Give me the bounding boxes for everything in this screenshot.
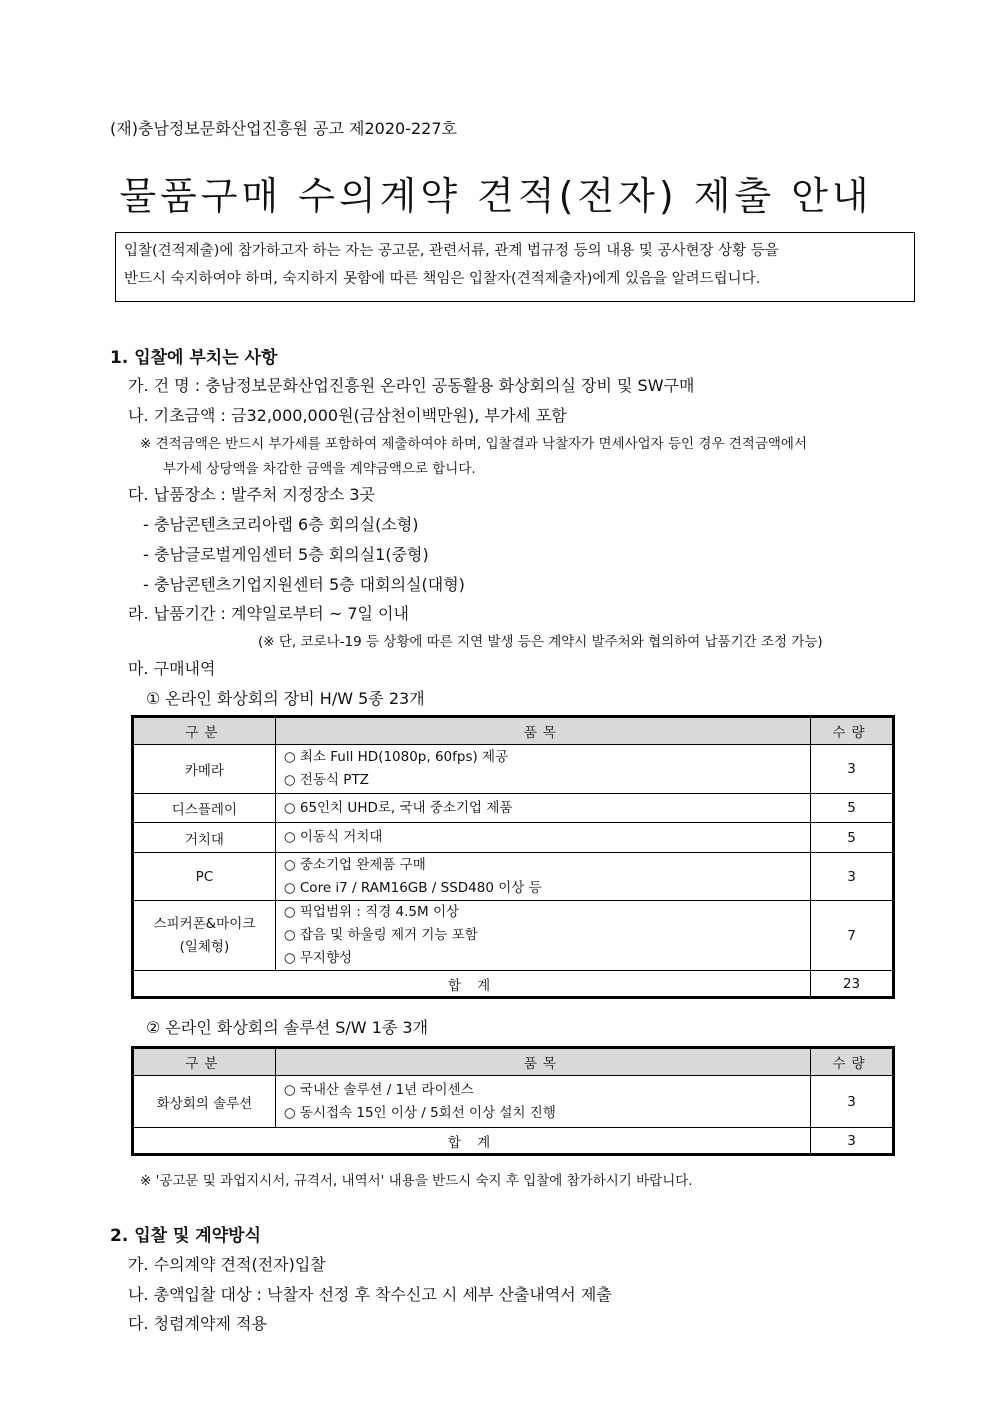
table-row	[134, 853, 893, 901]
total-label: 합 계	[134, 971, 811, 997]
header-items: 품목	[275, 718, 810, 745]
row-qty: 3	[811, 853, 893, 901]
item-ga: 가. 건 명 : 충남정보문화산업진흥원 온라인 공동활용 화상회의실 장비 및 SW구매	[128, 376, 695, 395]
row-qty: 3	[811, 1076, 893, 1128]
notice-number: (재)충남정보문화산업진흥원 공고 제2020-227호	[110, 119, 457, 138]
table-row	[134, 901, 893, 971]
row-item-line: ○ Core i7 / RAM16GB / SSD480 이상 등	[283, 879, 542, 896]
row-item-line: ○ 잡음 및 하울링 제거 기능 포함	[283, 927, 478, 943]
row-item-line: ○ 국내산 솔루션 / 1년 라이센스	[283, 1081, 474, 1098]
row-item-line: ○ 최소 Full HD(1080p, 60fps) 제공	[283, 749, 509, 765]
table-header-row	[134, 1049, 893, 1076]
row-qty: 5	[811, 794, 893, 823]
row-item-line: ○ 동시접속 15인 이상 / 5회선 이상 설치 진행	[283, 1104, 556, 1121]
table-total-row	[134, 971, 893, 997]
row-item-line: ○ 이동식 거치대	[283, 829, 383, 845]
row-category: 디스플레이	[134, 794, 276, 823]
section1-heading: 1. 입찰에 부치는 사항	[110, 348, 278, 368]
section2-item-da: 다. 청렴계약제 적용	[128, 1314, 267, 1333]
header-items: 품목	[275, 1049, 810, 1076]
header-category: 구분	[134, 718, 276, 745]
row-category: 화상회의 솔루션	[134, 1076, 276, 1128]
table-row	[134, 794, 893, 823]
subsection-sw: ② 온라인 화상회의 솔루션 S/W 1종 3개	[146, 1018, 429, 1037]
intro-line-2: 반드시 숙지하여야 하며, 숙지하지 못함에 따른 책임은 입찰자(견적제출자)에게 있음을 알려드립니다.	[124, 271, 761, 287]
header-qty: 수량	[811, 718, 893, 745]
total-qty: 23	[811, 971, 893, 997]
intro-line-1: 입찰(견적제출)에 참가하고자 하는 자는 공고문, 관련서류, 관계 법규정 등의 내용 및 공사현장 상황 등을	[124, 243, 779, 259]
intro-notice-box	[115, 232, 915, 302]
table-row	[134, 745, 893, 794]
place-3: - 충남콘텐츠기업지원센터 5층 대회의실(대형)	[143, 575, 465, 594]
row-item-line: ○ 전동식 PTZ	[283, 772, 369, 788]
row-item-line: ○ 픽업범위 : 직경 4.5M 이상	[283, 904, 460, 920]
row-item-line: ○ 무지향성	[283, 950, 353, 966]
row-category: PC	[134, 853, 276, 901]
row-items	[275, 745, 810, 794]
hw-purchase-table	[133, 717, 893, 997]
item-na: 나. 기초금액 : 금32,000,000원(금삼천이백만원), 부가세 포함	[128, 406, 567, 425]
row-items	[275, 1076, 810, 1128]
row-category: 카메라	[134, 745, 276, 794]
table-header-row	[134, 718, 893, 745]
row-qty: 7	[811, 901, 893, 971]
row-item-line: ○ 중소기업 완제품 구매	[283, 856, 426, 873]
section2-item-ga: 가. 수의계약 견적(전자)입찰	[128, 1255, 326, 1274]
row-category: 거치대	[134, 823, 276, 853]
note-ra: (※ 단, 코로나-19 등 상황에 따른 지연 발생 등은 계약시 발주처와 협의하여 납품기간 조정 가능)	[258, 634, 823, 650]
row-items	[275, 901, 810, 971]
note-na-2: 부가세 상당액을 차감한 금액을 계약금액으로 합니다.	[163, 461, 476, 477]
header-qty: 수량	[811, 1049, 893, 1076]
section2-item-na: 나. 총액입찰 대상 : 낙찰자 선정 후 착수신고 시 세부 산출내역서 제출	[128, 1285, 612, 1304]
closing-note: ※ '공고문 및 과업지시서, 규격서, 내역서' 내용을 반드시 숙지 후 입찰에 참가하시기 바랍니다.	[140, 1173, 693, 1189]
total-qty: 3	[811, 1128, 893, 1154]
section2-heading: 2. 입찰 및 계약방식	[110, 1226, 261, 1246]
sw-purchase-table	[133, 1048, 893, 1154]
item-ma: 마. 구매내역	[128, 659, 216, 678]
row-qty: 5	[811, 823, 893, 853]
table-total-row	[134, 1128, 893, 1154]
page-title: 물품구매 수의계약 견적(전자) 제출 안내	[119, 174, 873, 218]
table-row	[134, 1076, 893, 1128]
row-qty: 3	[811, 745, 893, 794]
note-na-1: ※ 견적금액은 반드시 부가세를 포함하여 제출하여야 하며, 입찰결과 낙찰자가 면세사업자 등인 경우 견적금액에서	[140, 436, 807, 452]
row-category: 스피커폰&마이크 (일체형)	[134, 901, 276, 971]
item-da: 다. 납품장소 : 발주처 지정장소 3곳	[128, 485, 376, 504]
row-items	[275, 853, 810, 901]
total-label: 합 계	[134, 1128, 811, 1154]
header-category: 구분	[134, 1049, 276, 1076]
place-2: - 충남글로벌게임센터 5층 회의실1(중형)	[143, 545, 429, 564]
row-item-line: ○ 65인치 UHD로, 국내 중소기업 제품	[283, 799, 513, 816]
subsection-hw: ① 온라인 화상회의 장비 H/W 5종 23개	[146, 689, 425, 708]
table-row	[134, 823, 893, 853]
row-items	[275, 794, 810, 823]
item-ra: 라. 납품기간 : 계약일로부터 ~ 7일 이내	[128, 604, 409, 623]
row-items	[275, 823, 810, 853]
place-1: - 충남콘텐츠코리아랩 6층 회의실(소형)	[143, 515, 419, 534]
